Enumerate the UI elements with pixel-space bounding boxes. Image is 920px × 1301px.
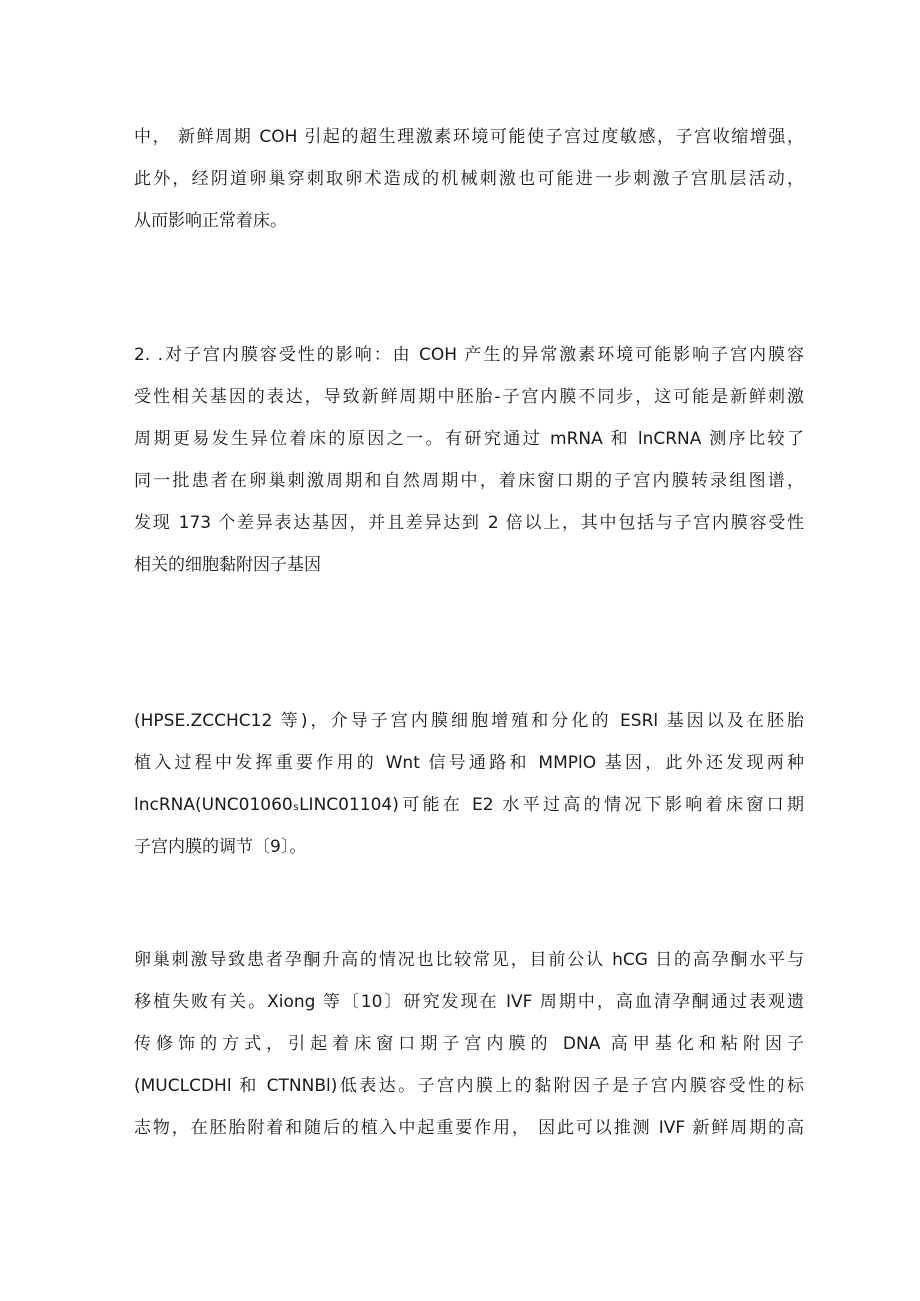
text-line: lncRNA(UNC01060ₛLINC01104)可能在 E2 水平过高的情况下影响着床窗口期: [134, 795, 804, 815]
text-line: 2. .对子宫内膜容受性的影响：由 COH 产生的异常激素环境可能影响子宫内膜容: [134, 345, 804, 365]
text-line: 此外，经阴道卵巢穿刺取卵术造成的机械刺激也可能进一步刺激子宫肌层活动，: [134, 169, 804, 189]
paragraph-endometrial-receptivity: [134, 334, 804, 586]
text-line: 从而影响正常着床。: [134, 211, 287, 231]
text-line: 传修饰的方式，引起着床窗口期子宫内膜的 DNA 高甲基化和粘附因子: [134, 1034, 804, 1054]
paragraph-progesterone: [134, 939, 804, 1149]
text-line: 中， 新鲜周期 COH 引起的超生理激素环境可能使子宫过度敏感，子宫收缩增强，: [134, 127, 804, 147]
paragraph-gene-list: [134, 700, 804, 868]
text-line: 受性相关基因的表达，导致新鲜周期中胚胎-子宫内膜不同步，这可能是新鲜刺激: [134, 387, 804, 407]
text-line: 周期更易发生异位着床的原因之一。有研究通过 mRNA 和 lnCRNA 测序比较了: [134, 429, 804, 449]
text-line: (HPSE.ZCCHC12 等)，介导子宫内膜细胞增殖和分化的 ESRl 基因以及在胚胎: [134, 711, 804, 731]
text-line: 志物，在胚胎附着和随后的植入中起重要作用， 因此可以推测 IVF 新鲜周期的高: [134, 1118, 804, 1138]
text-line: (MUCLCDHl 和 CTNNBl)低表达。子宫内膜上的黏附因子是子宫内膜容受性的标: [134, 1076, 804, 1096]
text-line: 卵巢刺激导致患者孕酮升高的情况也比较常见，目前公认 hCG 日的高孕酮水平与: [134, 950, 804, 970]
text-line: 移植失败有关。Xiong 等〔10〕研究发现在 IVF 周期中，高血清孕酮通过表观遗: [134, 992, 804, 1012]
text-line: 发现 173 个差异表达基因，并且差异达到 2 倍以上，其中包括与子宫内膜容受性: [134, 513, 804, 533]
paragraph-uterine-contraction: [134, 116, 804, 242]
text-line: 相关的细胞黏附因子基因: [134, 555, 321, 575]
text-line: 植入过程中发挥重要作用的 Wnt 信号通路和 MMPlO 基因，此外还发现两种: [134, 753, 804, 773]
text-line: 子宫内膜的调节〔9〕。: [134, 837, 307, 857]
text-line: 同一批患者在卵巢刺激周期和自然周期中，着床窗口期的子宫内膜转录组图谱，: [134, 471, 804, 491]
